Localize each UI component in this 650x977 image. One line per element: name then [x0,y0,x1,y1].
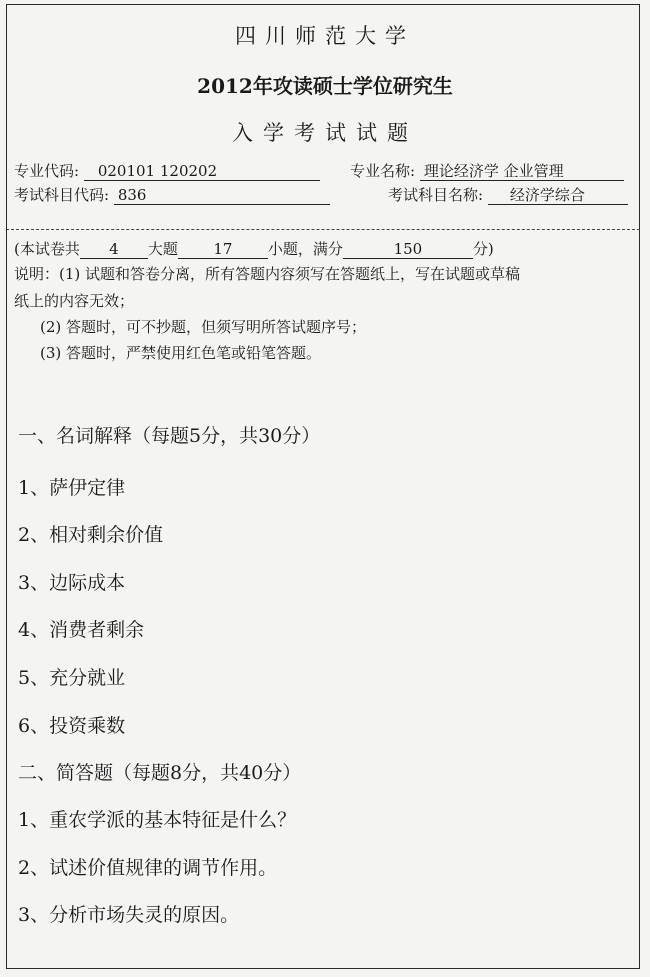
paper-info-line [14,238,494,259]
full-score: 150 [343,240,473,259]
major-name-value: 理论经济学 企业管理 [420,162,624,181]
question-item: 6、投资乘数 [18,715,126,737]
question-item: 1、重农学派的基本特征是什么？ [18,809,297,831]
big-question-label: 大题 [147,240,178,258]
subject-code-row [14,184,330,205]
major-code-row [14,160,320,181]
subject-code-value: 836 [114,186,330,205]
subject-name-value: 经济学综合 [488,186,628,205]
major-name-row [350,160,624,181]
question-item: 1、萨伊定律 [18,477,126,499]
major-code-value: 020101 120202 [84,162,320,181]
small-question-label: 小题，满分 [267,240,343,258]
paper-info-prefix: (本试卷共 [14,240,80,258]
question-item: 2、相对剩余价值 [18,524,164,546]
section-title: 二、简答题（每题8分，共40分） [18,762,302,784]
section-title: 一、名词解释（每题5分，共30分） [18,425,321,447]
note-line-3: (3) 答题时，严禁使用红色笔或铅笔答题。 [40,344,322,362]
paper-info-suffix: 分) [472,240,494,258]
major-code-label: 专业代码: [14,162,80,180]
subject-name-label: 考试科目名称: [388,186,484,204]
note-line-2: (2) 答题时，可不抄题，但须写明所答试题序号； [40,318,367,336]
exam-title: 2012年攻读硕士学位研究生 [197,74,453,98]
note-line-1: 说明：(1) 试题和答卷分离，所有答题内容须写在答题纸上，写在试题或草稿 [14,265,521,283]
question-item: 3、边际成本 [18,572,126,594]
exam-subtitle: 入学考试试题 [232,121,418,145]
subject-code-label: 考试科目代码: [14,186,110,204]
dashed-divider [6,229,640,230]
small-question-count: 17 [178,240,268,259]
question-item: 4、消费者剩余 [18,619,145,641]
university-name: 四川师范大学 [235,24,415,48]
question-item: 5、充分就业 [18,667,126,689]
subject-name-row [388,184,628,205]
question-item: 3、分析市场失灵的原因。 [18,904,240,926]
question-item: 2、试述价值规律的调节作用。 [18,857,278,879]
major-name-label: 专业名称: [350,162,416,180]
note-line-1b: 纸上的内容无效； [14,292,135,310]
big-question-count: 4 [80,240,148,259]
